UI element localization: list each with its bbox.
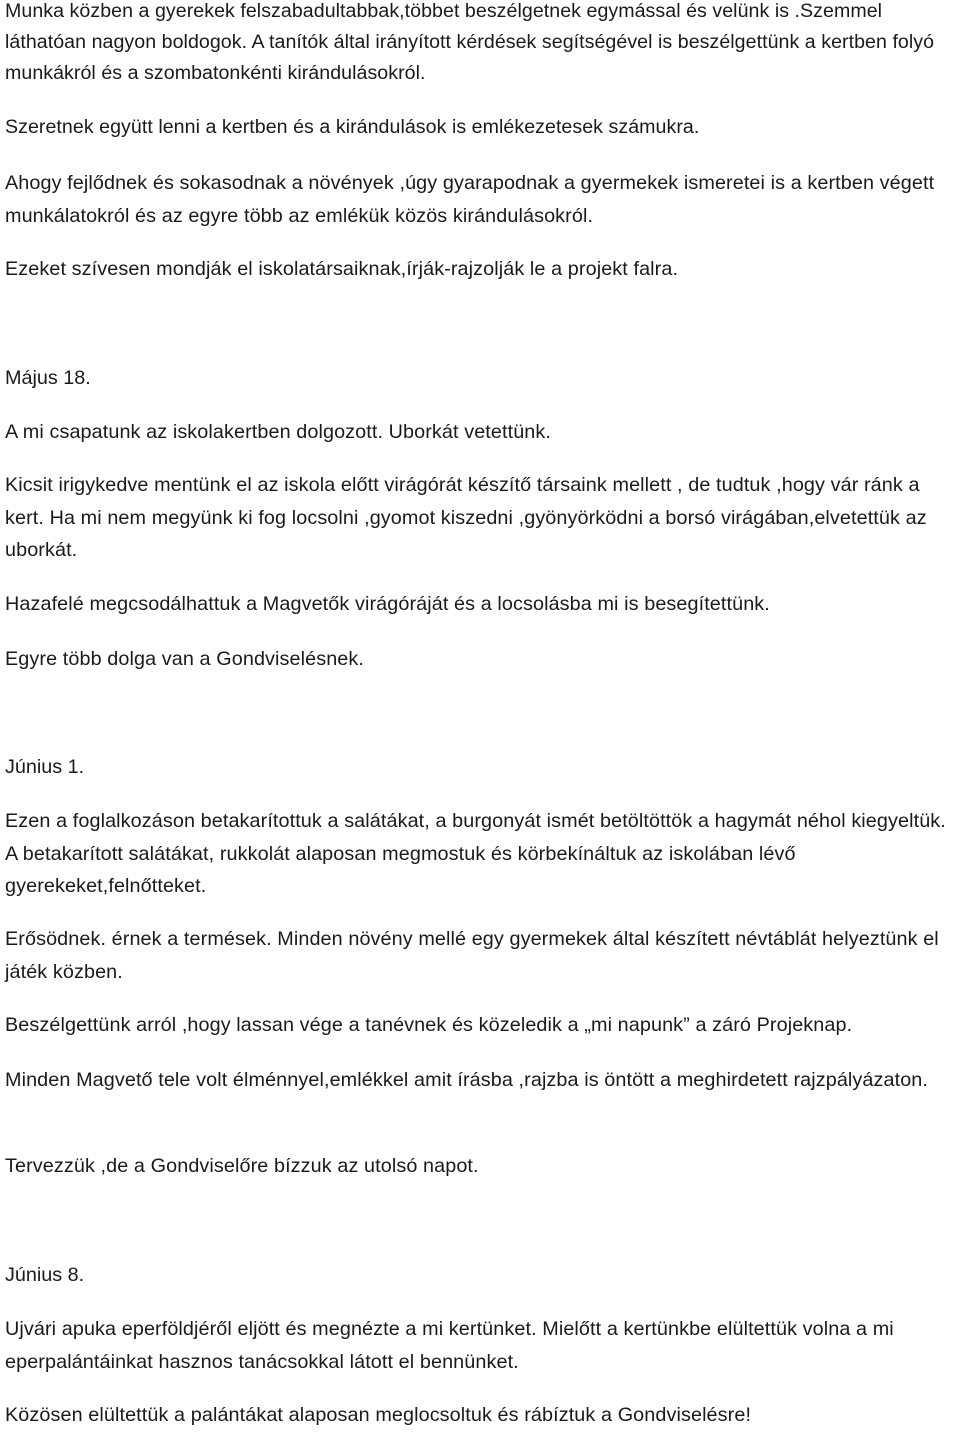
may18-paragraph-4: Egyre több dolga van a Gondviselésnek. <box>5 648 364 670</box>
jun8-paragraph-2: Közösen elültettük a palántákat alaposan meglocsoltuk és rábíztuk a Gondviselésre! <box>5 1404 752 1426</box>
date-heading-june-8: Június 8. <box>5 1264 85 1286</box>
may18-paragraph-1: A mi csapatunk az iskolakertben dolgozott. Uborkát vetettünk. <box>5 421 551 443</box>
intro-paragraph-4: Ezeket szívesen mondják el iskolatársaiknak,írják-rajzolják le a projekt falra. <box>5 258 679 280</box>
jun8-paragraph-1: Ujvári apuka eperföldjéről eljött és megnézte a mi kertünket. Mielőtt a kertünkbe elültettük volna a mi eperpalántáinkat hasznos tanácsokkal látott el bennünket. <box>5 1318 894 1373</box>
jun1-paragraph-1: Ezen a foglalkozáson betakarítottuk a salátákat, a burgonyát ismét betöltöttök a hagymát néhol kiegyeltük. A betakarított salátákat, rukkolát alaposan megmostuk és körbekínáltuk az iskolában lévő gyerekeket,felnőtteket. <box>5 810 946 897</box>
jun1-paragraph-2: Erősödnek. érnek a termések. Minden növény mellé egy gyermekek által készített névtáblát helyeztünk el játék közben. <box>5 928 939 983</box>
intro-paragraph-2: Szeretnek együtt lenni a kertben és a kirándulások is emlékezetesek számukra. <box>5 116 700 138</box>
date-heading-may-18: Május 18. <box>5 367 91 389</box>
may18-paragraph-2: Kicsit irigykedve mentünk el az iskola előtt virágórát készítő társaink mellett , de tudtuk ,hogy vár ránk a kert. Ha mi nem megyünk ki fog locsolni ,gyomot kiszedni ,gyönyörködni a borsó virágában,elvetettük az uborkát. <box>5 474 927 561</box>
date-heading-june-1: Június 1. <box>5 756 85 778</box>
jun1-paragraph-4: Minden Magvető tele volt élménnyel,emlékkel amit írásba ,rajzba is öntött a meghirdetett rajzpályázaton. <box>5 1069 928 1091</box>
jun1-paragraph-3: Beszélgettünk arról ,hogy lassan vége a tanévnek és közeledik a „mi napunk” a záró Projeknap. <box>5 1014 853 1036</box>
intro-paragraph-1: Munka közben a gyerekek felszabadultabbak,többet beszélgetnek egymással és velünk is .Szemmel láthatóan nagyon boldogok. A tanítók által irányított kérdések segítségével is beszélgettünk a kertben folyó munkákról és a szombatonkénti kirándulásokról. <box>5 0 935 84</box>
may18-paragraph-3: Hazafelé megcsodálhattuk a Magvetők virágóráját és a locsolásba mi is besegítettünk. <box>5 593 770 615</box>
jun1-paragraph-5: Tervezzük ,de a Gondviselőre bízzuk az utolsó napot. <box>5 1155 479 1177</box>
intro-paragraph-3: Ahogy fejlődnek és sokasodnak a növények ,úgy gyarapodnak a gyermekek ismeretei is a kertben végett munkálatokról és az egyre több az emlékük közös kirándulásokról. <box>5 172 935 227</box>
